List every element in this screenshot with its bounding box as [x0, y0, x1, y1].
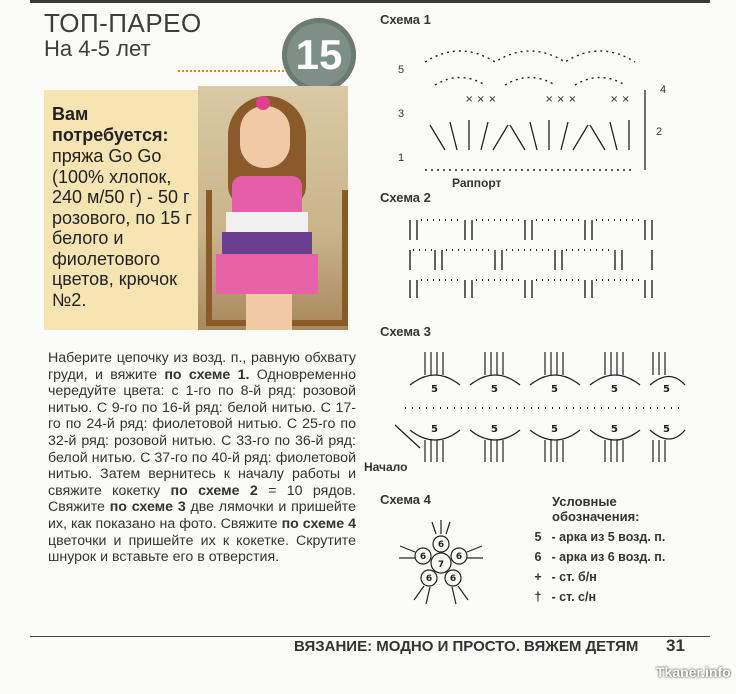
instr-bold: по схеме 4	[281, 515, 356, 532]
arc-5-icon: 5	[534, 530, 542, 544]
svg-text:× × ×: × × ×	[545, 94, 577, 105]
materials-heading: Вам потребуется:	[52, 104, 169, 145]
photo-dress-top	[232, 176, 302, 212]
watermark-logo: Tkaner.info	[656, 664, 731, 680]
legend-item-text: - арка из 6 возд. п.	[551, 550, 666, 564]
scheme-3-arc-label: 5	[431, 384, 438, 395]
scheme-4-petal-label: 6	[449, 574, 457, 584]
svg-text:× × ×: × × ×	[465, 94, 497, 105]
instr-part: цветочки и пришейте их к кокетке. Скрутите шнурок и вставьте его в отверстия.	[48, 532, 356, 566]
scheme-4-flower-diagram	[398, 520, 484, 606]
photo-girl-face	[240, 106, 290, 168]
scheme-3-label: Схема 3	[380, 324, 431, 339]
footer-rule	[30, 636, 710, 637]
instr-bold: по схеме 1.	[164, 366, 250, 383]
instr-bold: по схеме 3	[109, 499, 186, 516]
top-rule	[30, 0, 710, 3]
single-crochet-icon: +	[534, 570, 542, 584]
legend-item	[528, 550, 665, 564]
legend-item	[528, 530, 665, 544]
scheme-4-petal-label: 6	[455, 552, 463, 562]
scheme-4-center-label: 7	[437, 560, 445, 570]
legend-title	[552, 494, 640, 524]
scheme-3-arc-label: 5	[491, 424, 498, 435]
scheme-4-petal-label: 6	[419, 552, 427, 562]
scheme-2-label: Схема 2	[380, 190, 431, 205]
scheme-3-arc-label: 5	[611, 384, 618, 395]
instr-part: Одновременно чередуйте цвета: с 1-го по 8-й ряд: розовой нитью. С 9-го по 16-й ряд: белой нитью. С 17-го по 24-й ряд: фиолетовой нитью. С 25-го по 32-й ряд: розовой нитью. С 33-го по 36-й ряд: белой нитью. С 37-го по 40-й ряд: фиолетовой нитью. Затем вернитесь к началу работы и свяжите кокетку	[48, 366, 356, 499]
instructions-text	[48, 350, 356, 566]
photo-girl-legs	[246, 294, 292, 330]
legend-item	[528, 570, 597, 584]
photo-dress-pink-skirt	[216, 254, 318, 294]
scheme-3-arc-label: 5	[491, 384, 498, 395]
instr-part: = 10 рядов. Свяжите	[48, 482, 356, 516]
scheme-1-repeat-label: Раппорт	[452, 176, 502, 190]
scheme-3-arc-label: 5	[431, 424, 438, 435]
instr-part: Наберите цепочку из возд. п., равную обхвату груди, и вяжите	[48, 350, 356, 383]
legend-item-text: - арка из 5 возд. п.	[551, 530, 666, 544]
legend-item-text: - ст. б/н	[551, 570, 597, 584]
instr-part: две лямочки и пришейте их, как показано на фото. Свяжите	[48, 499, 356, 532]
scheme-1-row-1: 1	[398, 152, 405, 164]
scheme-4-label: Схема 4	[380, 492, 431, 507]
scheme-3-diagram	[395, 350, 690, 465]
legend-item	[528, 590, 596, 604]
scheme-1-row-2: 2	[656, 126, 663, 138]
scheme-3-arc-label: 5	[663, 424, 670, 435]
svg-text:× ×: × ×	[610, 94, 630, 105]
scheme-3-arc-label: 5	[663, 384, 670, 395]
legend-title-line-1: Условные	[552, 494, 617, 509]
scheme-4-petal-label: 6	[425, 574, 433, 584]
scheme-3-arc-label: 5	[551, 384, 558, 395]
arc-6-icon: 6	[534, 550, 542, 564]
photo-dress-purple-band	[222, 232, 312, 254]
project-number-badge: 15	[282, 18, 356, 92]
legend-item-text: - ст. с/н	[551, 590, 597, 604]
scheme-3-arc-label: 5	[551, 424, 558, 435]
scheme-1-row-5: 5	[398, 64, 405, 76]
scheme-1-row-4: 4	[660, 84, 667, 96]
scheme-2-diagram	[405, 210, 660, 300]
scheme-1-diagram	[405, 30, 655, 180]
double-crochet-icon: †	[534, 590, 542, 604]
page-title: ТОП-ПАРЕО	[44, 8, 202, 38]
footer-title: ВЯЗАНИЕ: МОДНО И ПРОСТО. ВЯЖЕМ ДЕТЯМ	[294, 638, 639, 655]
scheme-4-petal-label: 6	[437, 540, 445, 550]
photo-dress-white-band	[226, 212, 308, 232]
page-subtitle: На 4-5 лет	[44, 36, 151, 61]
page-number: 31	[666, 636, 685, 655]
legend-title-line-2: обозначения:	[552, 509, 640, 524]
instr-bold: по схеме 2	[170, 482, 258, 499]
photo-hair-flower	[256, 96, 270, 110]
scheme-3-start-label: Начало	[364, 460, 408, 474]
materials-text: пряжа Go Go (100% хлопок, 240 м/50 г) - 50 г розового, по 15 г белого и фиолетового цветов, крючок №2.	[52, 146, 192, 310]
scheme-1-label: Схема 1	[380, 12, 431, 27]
scheme-1-row-3: 3	[398, 108, 405, 120]
scheme-3-arc-label: 5	[611, 424, 618, 435]
